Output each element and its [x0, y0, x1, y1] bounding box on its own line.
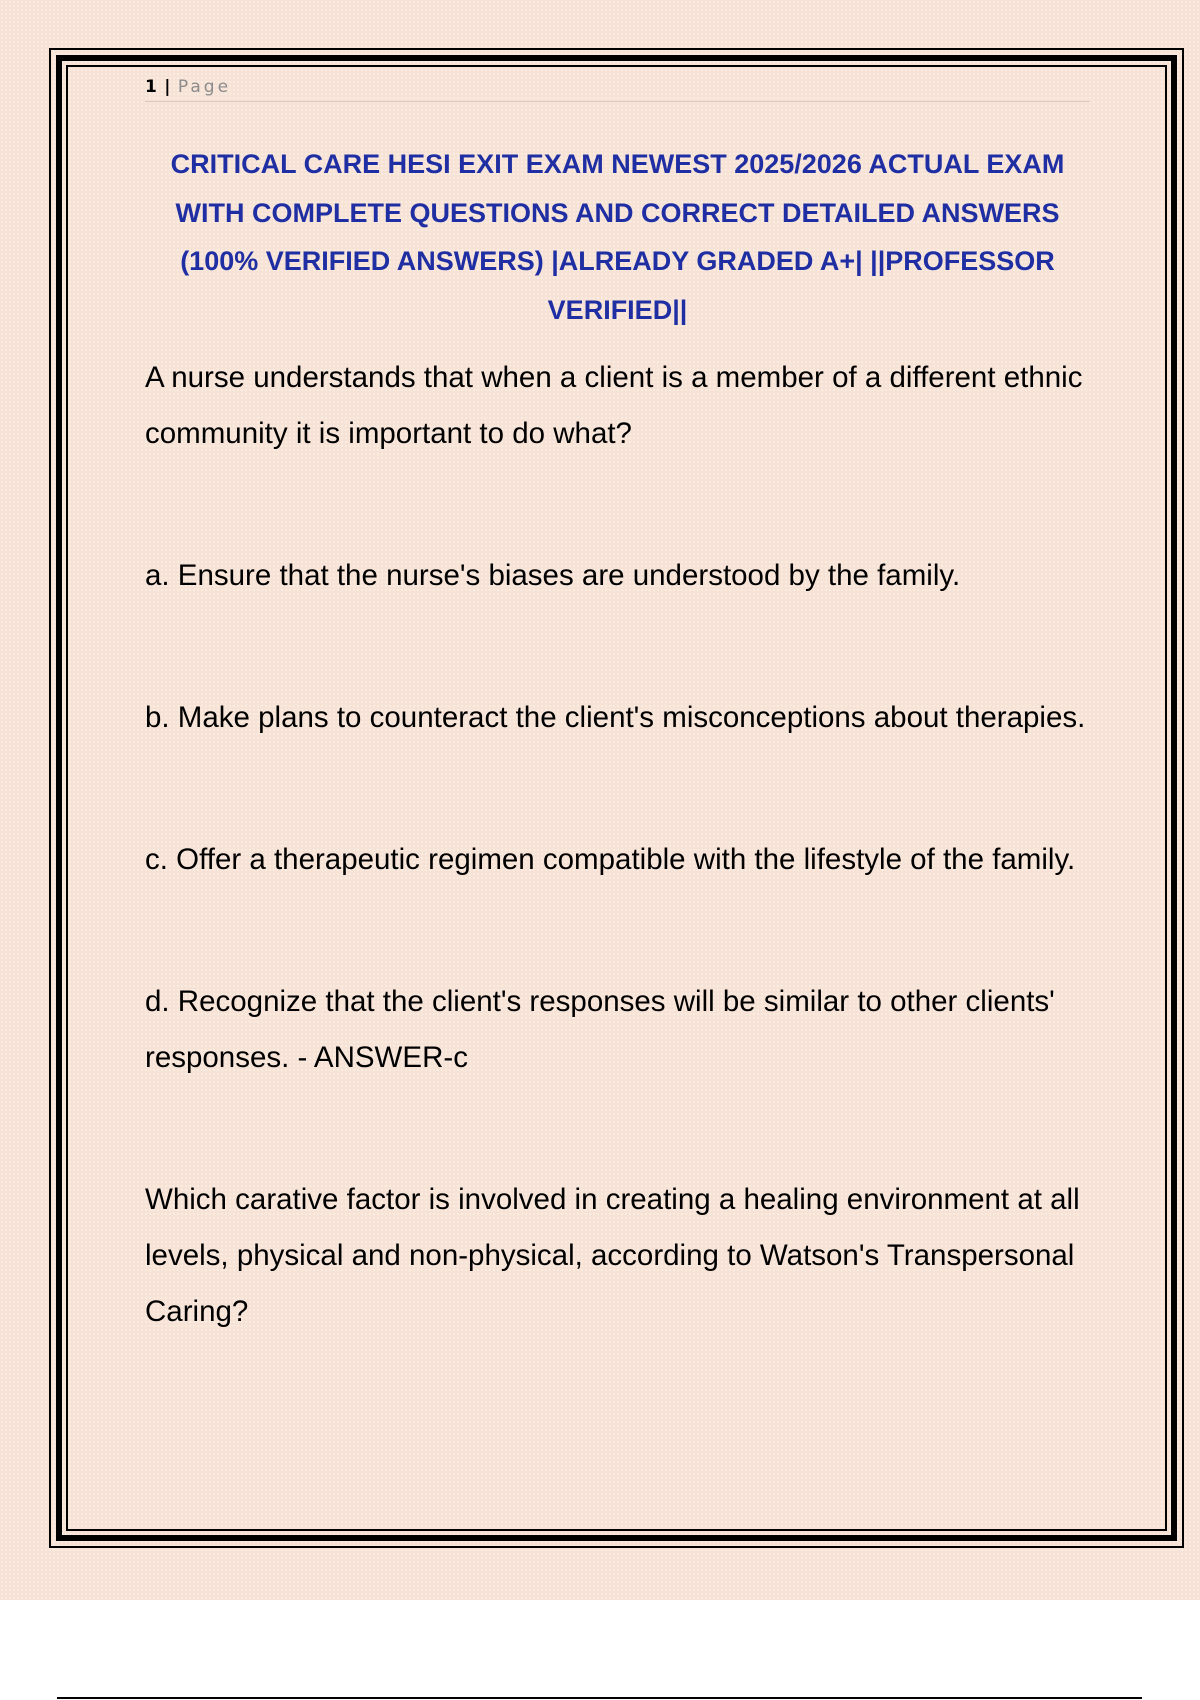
question-1-option-a: a. Ensure that the nurse's biases are understood by the family. — [145, 559, 961, 592]
question-1-option-b: b. Make plans to counteract the client's misconceptions about therapies. — [145, 701, 1086, 734]
page-number: 1 — [145, 77, 157, 97]
question-2-text: Which carative factor is involved in creating a healing environment at all levels, physical and non-physical, according to Watson's Transpersonal Caring? — [145, 1183, 1080, 1328]
footer-rule — [57, 1697, 1142, 1699]
page-header — [145, 74, 1090, 102]
document-title: CRITICAL CARE HESI EXIT EXAM NEWEST 2025/2026 ACTUAL EXAM WITH COMPLETE QUESTIONS AND CORRECT DETAILED ANSWERS (100% VERIFIED ANSWERS) |ALREADY GRADED A+| ||PROFESSOR VERIFIED|| — [170, 149, 1065, 325]
question-1-option-c: c. Offer a therapeutic regimen compatible with the lifestyle of the family. — [145, 843, 1076, 876]
question-1-option-d: d. Recognize that the client's responses will be similar to other clients' responses. - ANSWER-c — [145, 985, 1055, 1074]
question-1-text: A nurse understands that when a client is a member of a different ethnic community it is important to do what? — [145, 361, 1083, 450]
page-label: Page — [177, 77, 232, 97]
document-body — [145, 350, 1095, 1340]
page-separator: | — [164, 77, 171, 97]
